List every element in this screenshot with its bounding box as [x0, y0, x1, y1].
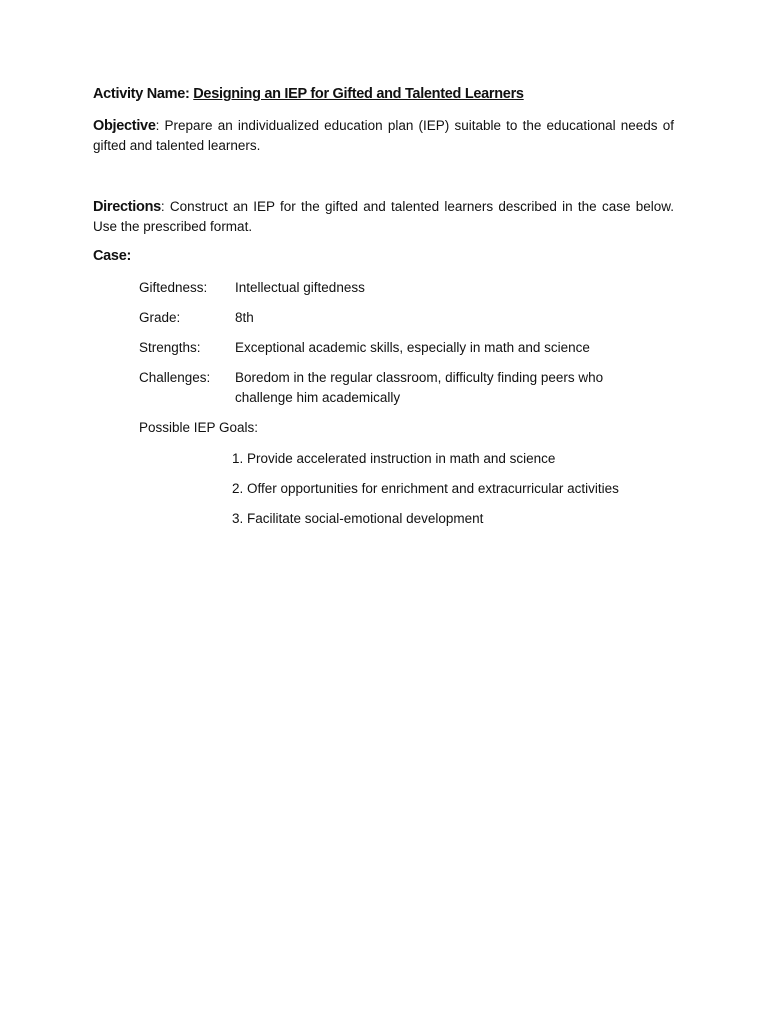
case-row-key: Challenges:: [139, 370, 211, 385]
directions-label: Directions: [93, 199, 161, 215]
goals-label: Possible IEP Goals:: [139, 420, 259, 435]
case-row-value: Exceptional academic skills, especially in math and science: [235, 340, 590, 355]
objective-paragraph: [93, 116, 674, 156]
objective-text: : Prepare an individualized education plan (IEP) suitable to the educational needs of gifted and talented learners.: [93, 118, 674, 153]
case-row-value: Boredom in the regular classroom, difficulty finding peers who challenge him academically: [235, 370, 604, 405]
case-row-key: Strengths:: [139, 340, 201, 355]
case-row-value: 8th: [235, 310, 254, 325]
activity-heading: [93, 86, 524, 102]
goal-item: 2. Offer opportunities for enrichment and extracurricular activities: [232, 481, 619, 496]
directions-text: : Construct an IEP for the gifted and talented learners described in the case below. Use the prescribed format.: [93, 199, 674, 234]
case-label: Case:: [93, 248, 131, 264]
case-row-key: Grade:: [139, 310, 181, 325]
activity-title: Designing an IEP for Gifted and Talented Learners: [193, 86, 524, 102]
activity-label: Activity Name:: [93, 86, 190, 102]
goal-item: 3. Facilitate social-emotional development: [232, 511, 484, 526]
directions-paragraph: [93, 197, 674, 237]
objective-label: Objective: [93, 118, 156, 134]
case-row-key: Giftedness:: [139, 280, 208, 295]
case-row-value: Intellectual giftedness: [235, 280, 365, 295]
goal-item: 1. Provide accelerated instruction in math and science: [232, 451, 556, 466]
